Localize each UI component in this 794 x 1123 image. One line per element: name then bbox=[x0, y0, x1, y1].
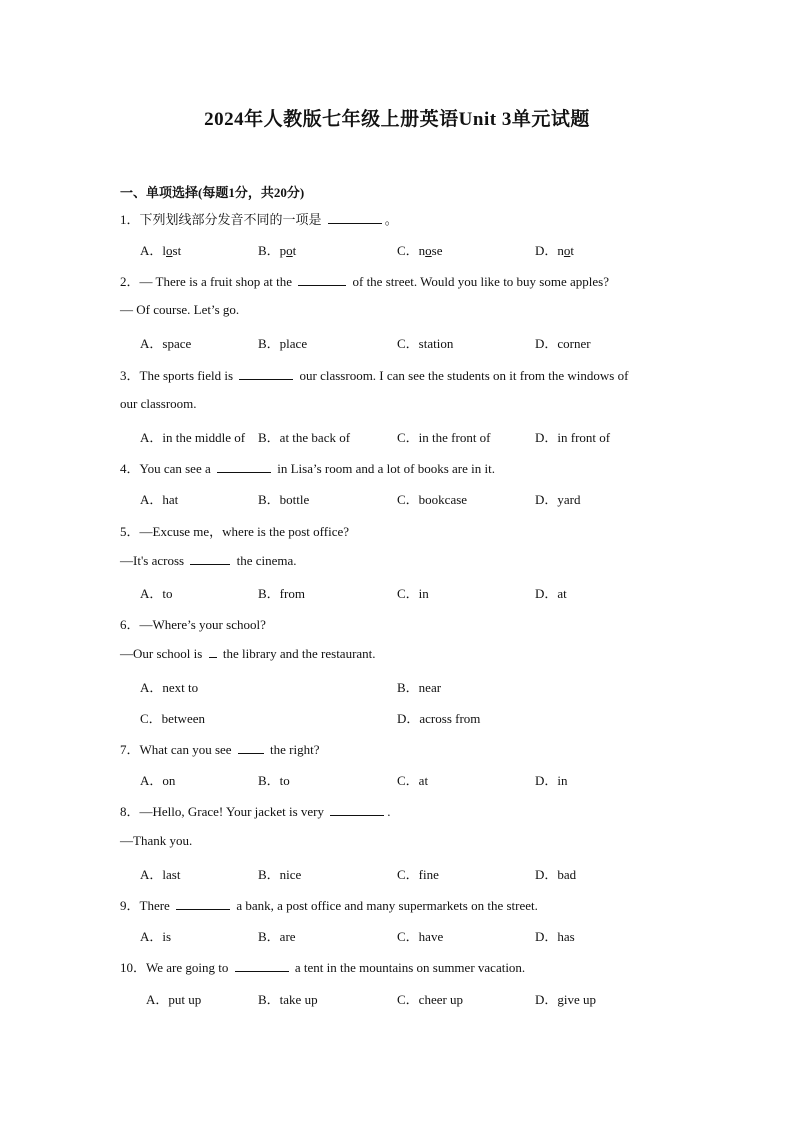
option-a[interactable]: A．in the middle of bbox=[140, 430, 246, 445]
question-text: 2．— There is a fruit shop at the bbox=[120, 274, 296, 289]
option-c[interactable]: C．between bbox=[140, 711, 205, 726]
answer-blank bbox=[217, 460, 271, 473]
question-text: —It's across bbox=[120, 553, 188, 568]
question-text: . bbox=[387, 804, 391, 819]
option-b[interactable]: B．are bbox=[258, 929, 296, 944]
question-8-line2: —Thank you. bbox=[120, 833, 193, 848]
option-b[interactable]: B．bottle bbox=[258, 492, 310, 507]
question-6-line2 bbox=[120, 645, 376, 662]
option-b[interactable]: B．to bbox=[258, 773, 290, 788]
answer-blank bbox=[239, 367, 293, 380]
question-5: 5．—Excuse me，where is the post office? bbox=[120, 524, 349, 539]
question-text: of the street. Would you like to buy some apples? bbox=[349, 274, 609, 289]
option-b[interactable]: B．near bbox=[397, 680, 442, 695]
option-c[interactable]: C．station bbox=[397, 336, 454, 351]
option-b[interactable]: B．pot bbox=[258, 243, 297, 258]
answer-blank bbox=[328, 211, 382, 224]
option-c[interactable]: C．in bbox=[397, 586, 429, 601]
question-text: 7．What can you see bbox=[120, 742, 235, 757]
option-d[interactable]: D．across from bbox=[397, 711, 481, 726]
page-title: 2024年人教版七年级上册英语Unit 3单元试题 bbox=[204, 109, 590, 130]
option-a[interactable]: A．last bbox=[140, 867, 181, 882]
option-d[interactable]: D．give up bbox=[535, 992, 597, 1007]
option-b[interactable]: B．place bbox=[258, 336, 308, 351]
question-text: 。 bbox=[384, 212, 398, 227]
option-c[interactable]: C．cheer up bbox=[397, 992, 464, 1007]
answer-blank bbox=[209, 645, 217, 658]
option-a[interactable]: A．on bbox=[140, 773, 176, 788]
question-text: 10．We are going to bbox=[120, 960, 232, 975]
question-9 bbox=[120, 895, 538, 914]
option-d[interactable]: D．not bbox=[535, 243, 575, 258]
option-d[interactable]: D．at bbox=[535, 586, 567, 601]
option-d[interactable]: D．bad bbox=[535, 867, 577, 882]
question-text: 1．下列划线部分发音不同的一项是 bbox=[120, 212, 325, 227]
question-10 bbox=[120, 957, 525, 976]
option-b[interactable]: B．take up bbox=[258, 992, 318, 1007]
option-d[interactable]: D．yard bbox=[535, 492, 581, 507]
question-text: 3．The sports field is bbox=[120, 368, 237, 383]
answer-blank bbox=[330, 803, 384, 816]
question-text: 4．You can see a bbox=[120, 461, 214, 476]
question-8 bbox=[120, 801, 390, 820]
question-text: the cinema. bbox=[233, 553, 297, 568]
question-3 bbox=[120, 365, 628, 384]
answer-blank bbox=[298, 273, 346, 286]
option-d[interactable]: D．has bbox=[535, 929, 575, 944]
option-a[interactable]: A．to bbox=[140, 586, 173, 601]
option-a[interactable]: A．lost bbox=[140, 243, 182, 258]
question-6: 6．—Where’s your school? bbox=[120, 617, 266, 632]
question-text: the right? bbox=[266, 742, 320, 757]
question-text: the library and the restaurant. bbox=[219, 646, 376, 661]
option-a[interactable]: A．space bbox=[140, 336, 192, 351]
question-1 bbox=[120, 209, 398, 228]
question-text: 8．—Hello, Grace! Your jacket is very bbox=[120, 804, 328, 819]
option-d[interactable]: D．in bbox=[535, 773, 568, 788]
option-a[interactable]: A．next to bbox=[140, 680, 199, 695]
option-d[interactable]: D．corner bbox=[535, 336, 591, 351]
answer-blank bbox=[238, 741, 264, 754]
answer-blank bbox=[190, 552, 230, 565]
option-c[interactable]: C．in the front of bbox=[397, 430, 491, 445]
section-heading: 一、单项选择(每题1分，共20分) bbox=[120, 185, 305, 200]
question-2-line2: — Of course. Let’s go. bbox=[120, 302, 240, 317]
question-text: our classroom. I can see the students on it from the windows of bbox=[296, 368, 629, 383]
option-b[interactable]: B．nice bbox=[258, 867, 302, 882]
option-a[interactable]: A．hat bbox=[140, 492, 179, 507]
answer-blank bbox=[235, 959, 289, 972]
question-5-line2 bbox=[120, 552, 297, 569]
question-text: —Our school is bbox=[120, 646, 206, 661]
question-text: a bank, a post office and many supermarkets on the street. bbox=[233, 898, 538, 913]
question-2 bbox=[120, 271, 609, 290]
question-text: a tent in the mountains on summer vacation. bbox=[291, 960, 526, 975]
question-4 bbox=[120, 458, 495, 477]
answer-blank bbox=[176, 897, 230, 910]
option-c[interactable]: C．bookcase bbox=[397, 492, 468, 507]
option-a[interactable]: A．is bbox=[140, 929, 172, 944]
question-text: 9．There bbox=[120, 898, 174, 913]
option-c[interactable]: C．fine bbox=[397, 867, 439, 882]
option-d[interactable]: D．in front of bbox=[535, 430, 611, 445]
question-3-line2: our classroom. bbox=[120, 396, 197, 411]
question-7 bbox=[120, 739, 320, 758]
option-c[interactable]: C．at bbox=[397, 773, 429, 788]
option-a[interactable]: A．put up bbox=[146, 992, 202, 1007]
option-b[interactable]: B．from bbox=[258, 586, 305, 601]
option-c[interactable]: C．have bbox=[397, 929, 444, 944]
option-c[interactable]: C．nose bbox=[397, 243, 443, 258]
question-text: in Lisa’s room and a lot of books are in it. bbox=[274, 461, 495, 476]
option-b[interactable]: B．at the back of bbox=[258, 430, 351, 445]
